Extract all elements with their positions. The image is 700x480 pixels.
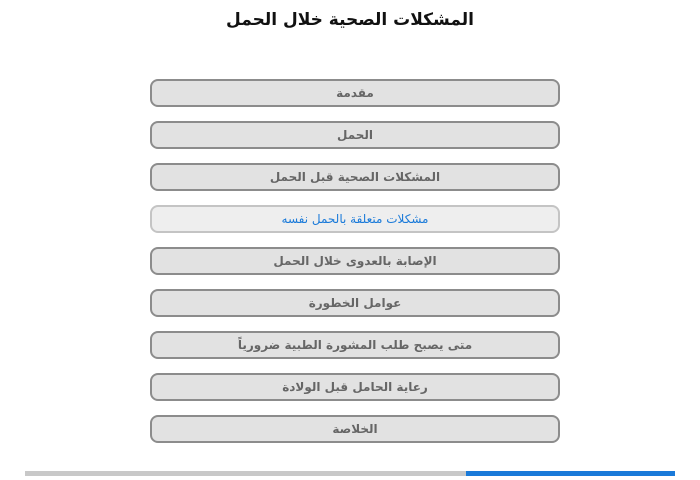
page-title: المشكلات الصحية خلال الحمل — [226, 10, 474, 30]
menu-item-introduction[interactable]: مقدمة — [150, 79, 560, 107]
menu-item-pregnancy[interactable]: الحمل — [150, 121, 560, 149]
menu-item-prenatal-care[interactable]: رعاية الحامل قبل الولادة — [150, 373, 560, 401]
menu-item-summary[interactable]: الخلاصة — [150, 415, 560, 443]
menu-item-risk-factors[interactable]: عوامل الخطورة — [150, 289, 560, 317]
menu-item-pre-pregnancy-problems[interactable]: المشكلات الصحية قبل الحمل — [150, 163, 560, 191]
menu-item-pregnancy-related-problems[interactable]: مشكلات متعلقة بالحمل نفسه — [150, 205, 560, 233]
topic-menu — [150, 79, 560, 443]
progress-bar — [25, 471, 675, 476]
progress-bar-fill — [466, 471, 675, 476]
menu-item-when-to-seek-advice[interactable]: متى يصبح طلب المشورة الطبية ضرورياً — [150, 331, 560, 359]
menu-item-infection-during-pregnancy[interactable]: الإصابة بالعدوى خلال الحمل — [150, 247, 560, 275]
